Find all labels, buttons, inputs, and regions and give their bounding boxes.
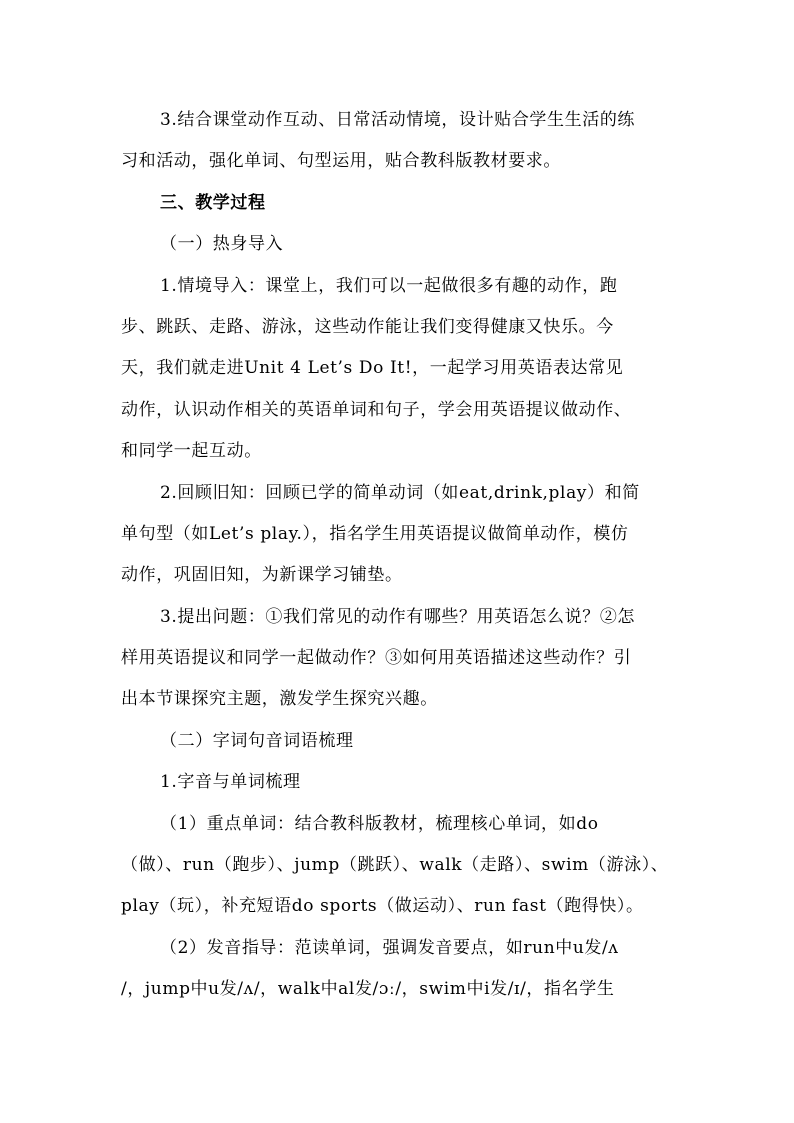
paragraph-line: 出本节课探究主题，激发学生探究兴趣。 bbox=[121, 689, 438, 710]
paragraph-line: 单句型（如Let’s play.），指名学生用英语提议做简单动作，模仿 bbox=[121, 523, 629, 544]
section-heading: 三、教学过程 bbox=[160, 192, 266, 213]
subsection-heading: （一）热身导入 bbox=[160, 234, 284, 255]
paragraph-line: 样用英语提议和同学一起做动作？③如何用英语描述这些动作？引 bbox=[121, 648, 632, 669]
paragraph-line: 习和活动，强化单词、句型运用，贴合教科版教材要求。 bbox=[121, 151, 561, 172]
paragraph-line: 步、跳跃、走路、游泳，这些动作能让我们变得健康又快乐。今 bbox=[121, 316, 614, 337]
paragraph-line: 天，我们就走进Unit 4 Let’s Do It!，一起学习用英语表达常见 bbox=[121, 358, 624, 379]
paragraph-line: /，jump中u发/ʌ/，walk中al发/ɔː/，swim中i发/ɪ/，指名学生 bbox=[121, 979, 615, 1000]
paragraph-line: （1）重点单词：结合教科版教材，梳理核心单词，如do bbox=[160, 813, 599, 834]
paragraph-line: 和同学一起互动。 bbox=[121, 441, 262, 462]
paragraph-line: 动作，巩固旧知，为新课学习铺垫。 bbox=[121, 565, 403, 586]
document-body bbox=[121, 100, 677, 1011]
paragraph-line: 3.提出问题：①我们常见的动作有哪些？用英语怎么说？②怎 bbox=[160, 606, 636, 627]
subsection-heading: （二）字词句音词语梳理 bbox=[160, 730, 354, 751]
paragraph-line: 2.回顾旧知：回顾已学的简单动词（如eat,drink,play）和简 bbox=[160, 482, 640, 503]
paragraph-line: 1.情境导入：课堂上，我们可以一起做很多有趣的动作，跑 bbox=[160, 275, 618, 296]
paragraph-line: play（玩），补充短语do sports（做运动）、run fast（跑得快）。 bbox=[121, 896, 644, 917]
paragraph-line: （做）、run（跑步）、jump（跳跃）、walk（走路）、swim（游泳）、 bbox=[121, 855, 669, 876]
list-heading: 1.字音与单词梳理 bbox=[160, 772, 301, 793]
paragraph-line: 动作，认识动作相关的英语单词和句子，学会用英语提议做动作、 bbox=[121, 399, 632, 420]
paragraph-line: 3.结合课堂动作互动、日常活动情境，设计贴合学生生活的练 bbox=[160, 110, 636, 130]
paragraph-line: （2）发音指导：范读单词，强调发音要点，如run中u发/ʌ bbox=[160, 937, 619, 958]
